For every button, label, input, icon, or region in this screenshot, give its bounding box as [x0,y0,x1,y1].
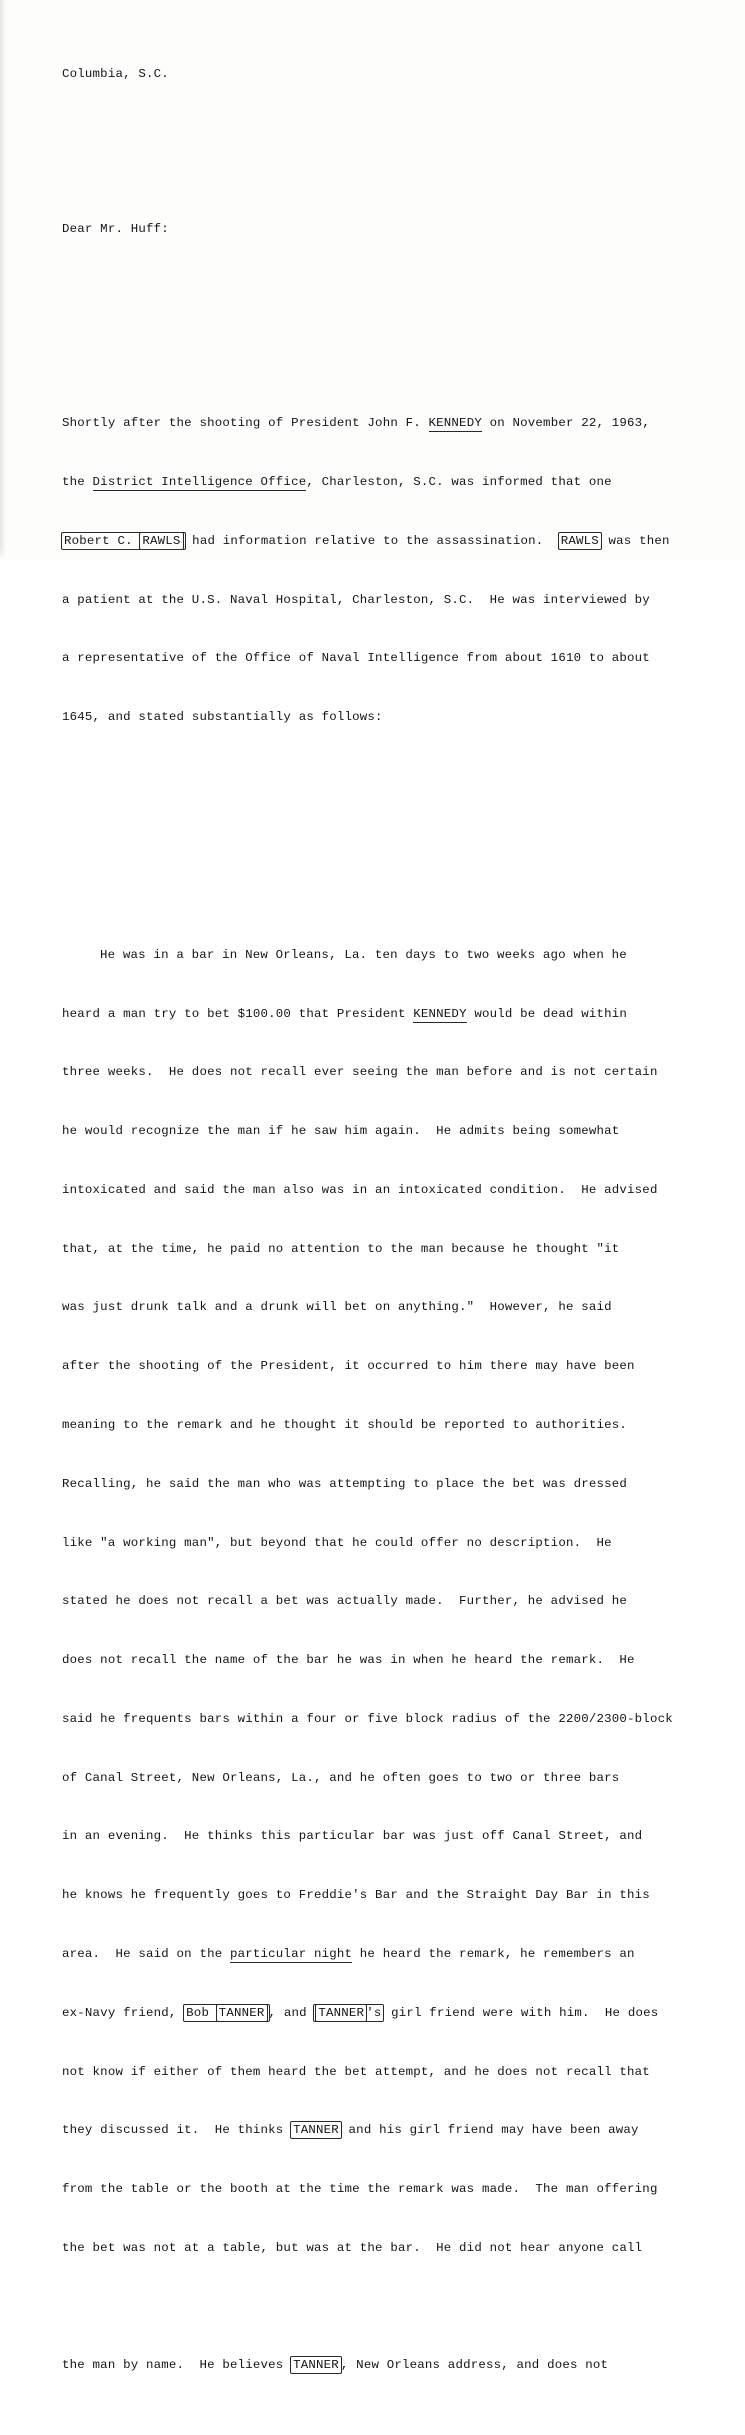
redaction-marker: TANNER [218,2005,265,2020]
redaction-marker: District Intelligence Office [92,475,307,490]
redaction-marker: Robert C. RAWLS [62,534,185,548]
redaction-marker: TANNER [293,2123,339,2138]
document-body [62,6,703,2435]
paragraph-2-line: stated he does not recall a bet was actually made. Further, he advised he [62,1594,628,1609]
header-line-city: Columbia, S.C. [62,66,169,81]
paragraph-2-line: intoxicated and said the man also was in an intoxicated condition. He advised [62,1182,658,1197]
paragraph-2-line: that, at the time, he paid no attention to the man because he thought "it [62,1241,620,1256]
paragraph-2-line: he knows he frequently goes to Freddie's Bar and the Straight Day Bar in this [62,1888,650,1903]
paragraph-2-line: heard a man try to bet $100.00 that President KENNEDY would be dead within [62,1006,628,1021]
paragraph-2-line: does not recall the name of the bar he was in when he heard the remark. He [62,1653,635,1668]
paragraph-1 [62,375,703,767]
paragraph-2-line: of Canal Street, New Orleans, La., and he often goes to two or three bars [62,1770,620,1785]
paragraph-2-line [62,946,703,966]
paragraph-2-line: area. He said on the particular night he heard the remark, he remembers an [62,1947,635,1961]
paragraph-2-line: three weeks. He does not recall ever seeing the man before and is not certain [62,1065,658,1080]
redaction-marker: KENNEDY [413,1006,467,1021]
paragraph-1-line: Robert C. RAWLS had information relative to the assassination. RAWLS was then [64,533,670,548]
redaction-marker: particular night [229,1947,353,1961]
paragraph-1-line: Shortly after the shooting of President John F. KENNEDY on November 22, 1963, [62,416,650,431]
paragraph-1-line: 1645, and stated substantially as follows: [62,710,383,725]
paragraph-1-line: a patient at the U.S. Naval Hospital, Charleston, S.C. He was interviewed by [62,592,650,607]
paragraph-2 [62,907,703,2298]
redaction-marker: TANNER 's [314,2006,383,2020]
salutation: Dear Mr. Huff: [62,221,169,236]
paragraph-2-line: was just drunk talk and a drunk will bet on anything." However, he said [62,1300,612,1315]
redaction-marker: KENNEDY [428,416,482,431]
redaction-marker: TANNER [318,2005,365,2020]
redaction-marker: TANNER [293,2358,339,2373]
paragraph-2-line: Recalling, he said the man who was attempting to place the bet was dressed [62,1476,628,1491]
redaction-marker: Bob TANNER [184,2006,268,2020]
paragraph-2-line: ex-Navy friend, Bob TANNER , and TANNER 's girl friend were with him. He does [62,2005,659,2020]
spacer [62,826,703,848]
paragraph-2-line: not know if either of them heard the bet attempt, and he does not recall that [62,2064,650,2079]
redaction-marker: RAWLS [560,533,599,548]
paragraph-2-line: in an evening. He thinks this particular bar was just off Canal Street, and [62,1829,643,1844]
spacer [62,298,703,316]
spacer [62,143,703,161]
paragraph-2-line: he would recognize the man if he saw him again. He admits being somewhat [62,1124,620,1139]
page-edge-shadow [0,0,6,559]
paragraph-2-line: from the table or the booth at the time the remark was made. The man offering [62,2182,658,2197]
paragraph-2-line: after the shooting of the President, it occurred to him there may have been [62,1359,635,1374]
paragraph-1-line: a representative of the Office of Naval Intelligence from about 1610 to about [62,651,650,666]
redaction-marker: RAWLS [142,533,181,548]
paragraph-2-line: the bet was not at a table, but was at the bar. He did not hear anyone call [62,2240,643,2255]
partial-cut-off-line: the man by name. He believes TANNER , New Orleans address, and does not [62,2358,609,2373]
paragraph-2-line: they discussed it. He thinks TANNER and his girl friend may have been away [62,2123,639,2138]
paragraph-2-line-text: He was in a bar in New Orleans, La. ten days to two weeks ago when he [100,947,627,962]
paragraph-2-line: like "a working man", but beyond that he could offer no description. He [62,1535,612,1550]
paragraph-2-line: meaning to the remark and he thought it should be reported to authorities. [62,1417,628,1432]
paragraph-2-line: said he frequents bars within a four or five block radius of the 2200/2300-block [62,1711,673,1726]
paragraph-1-line: the District Intelligence Office, Charleston, S.C. was informed that one [62,475,612,490]
